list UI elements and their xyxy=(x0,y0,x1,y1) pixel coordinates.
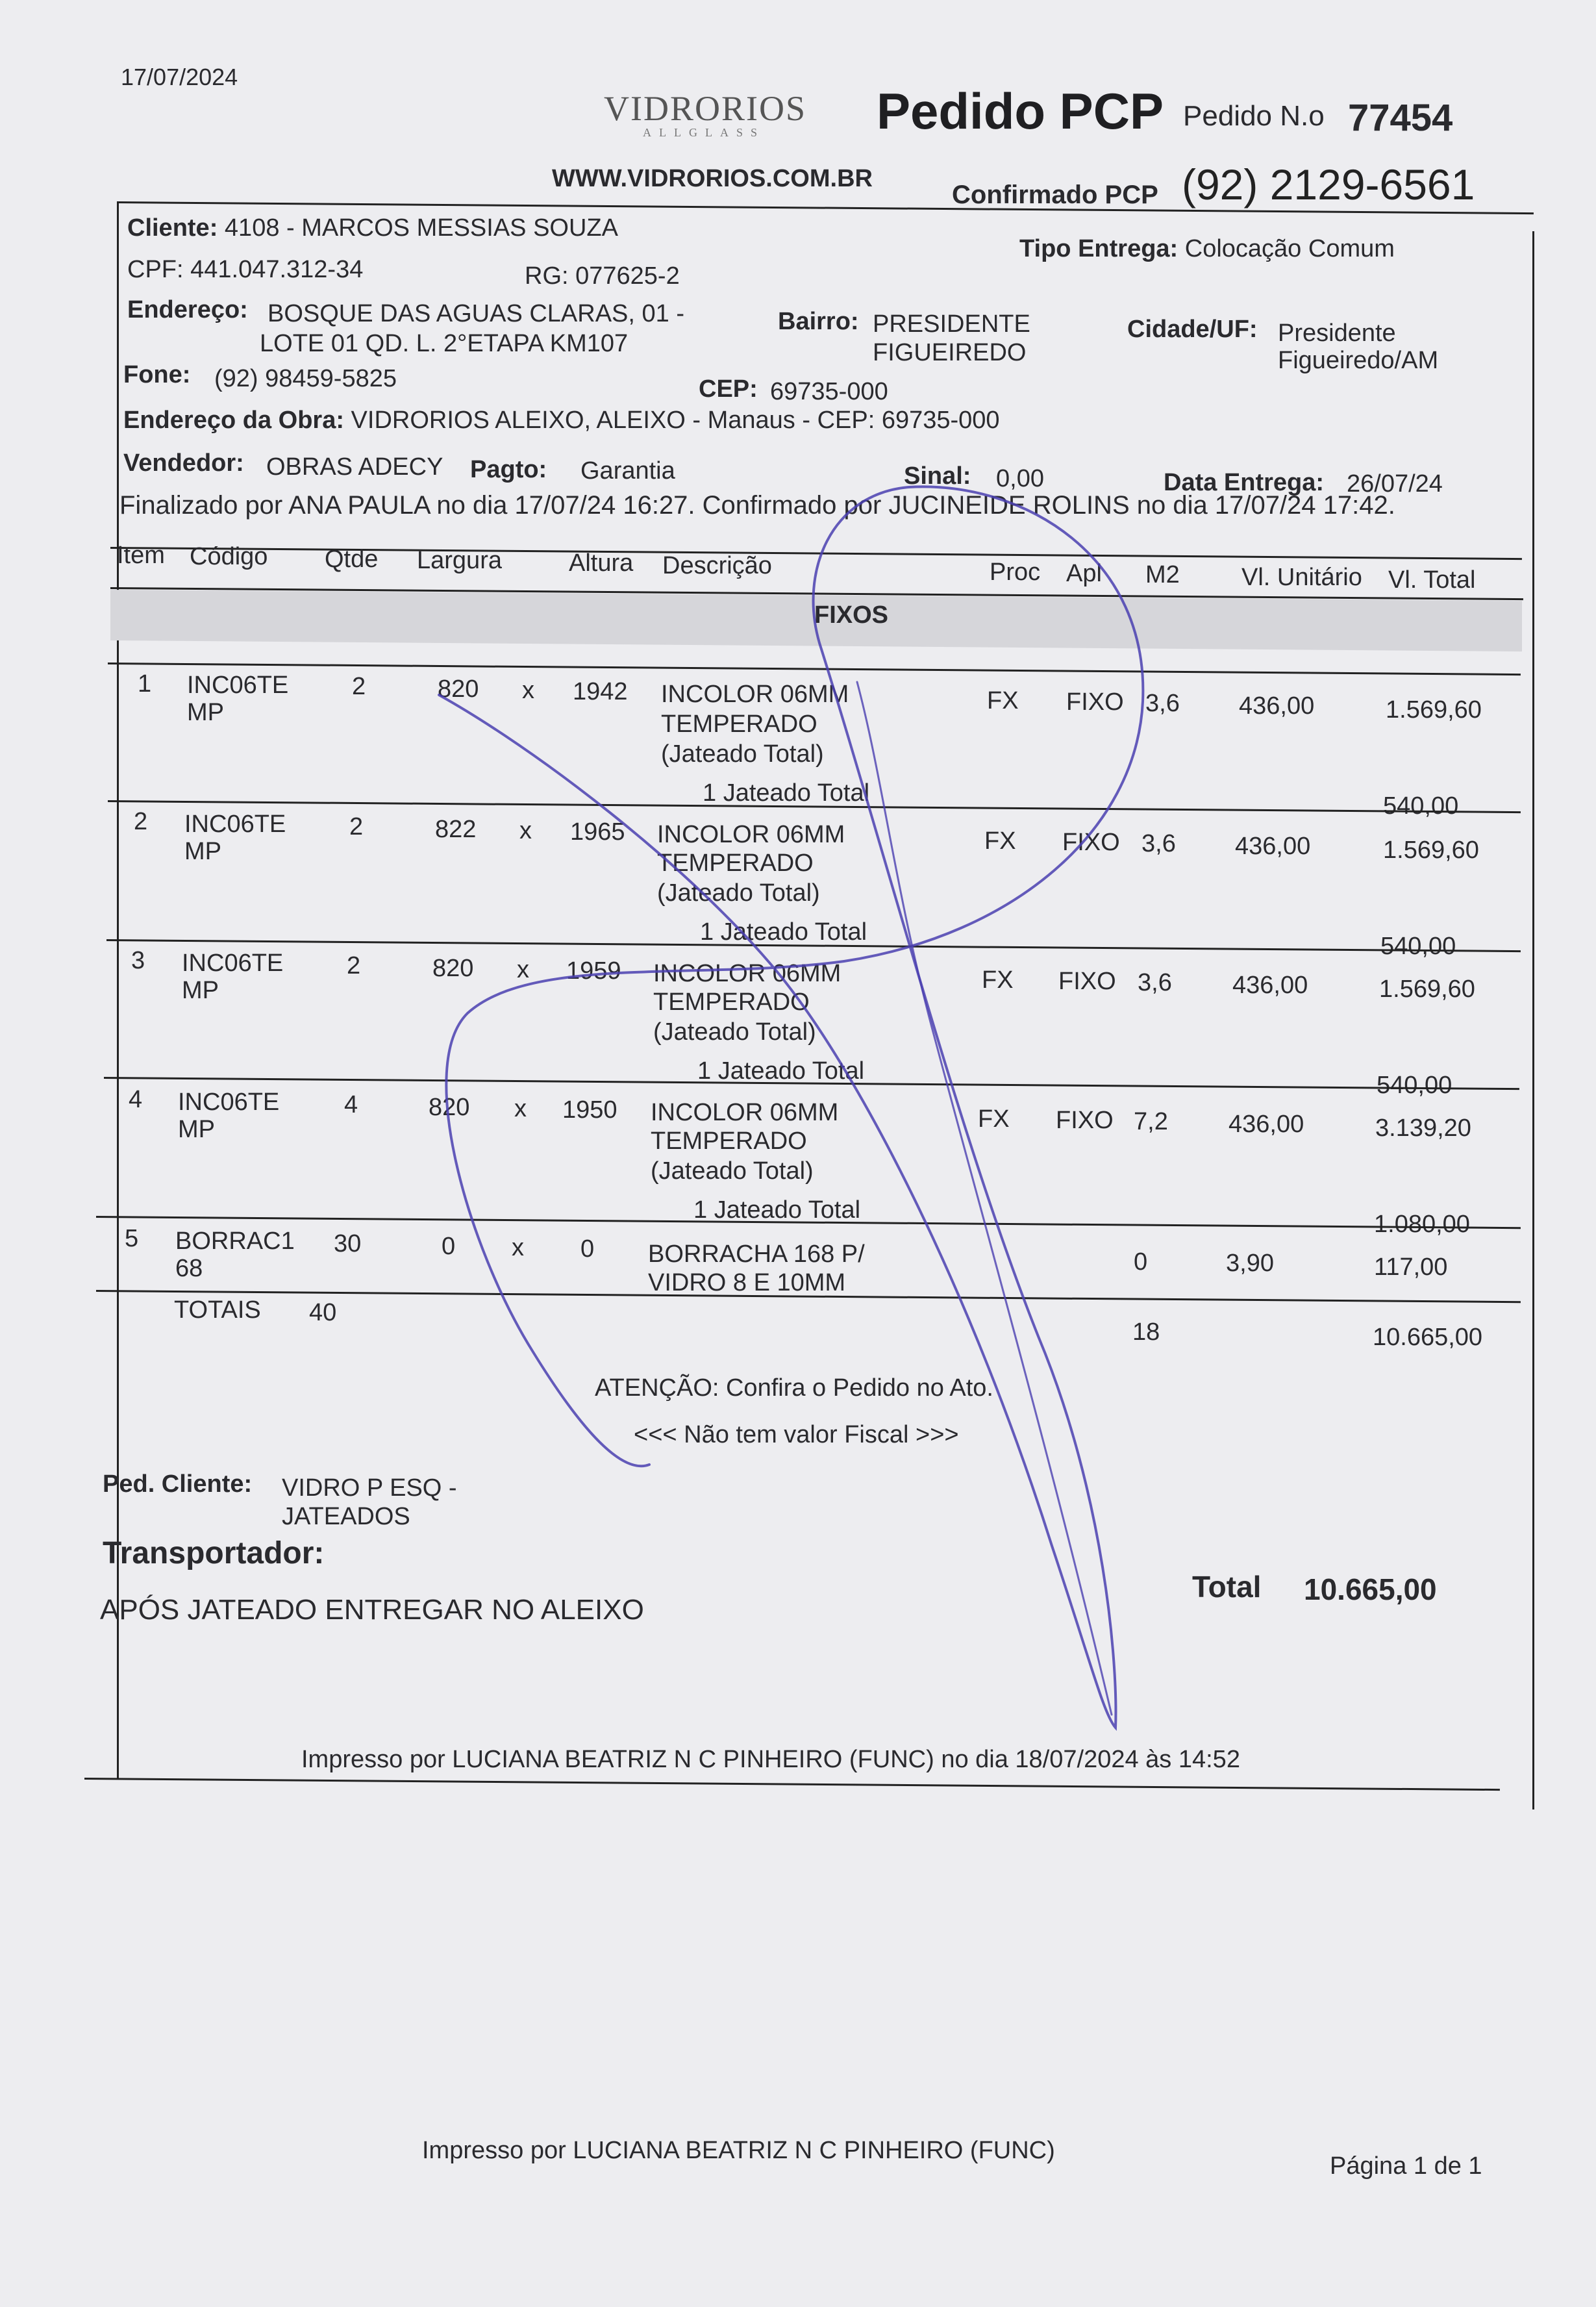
cell-apl: FIXO xyxy=(1066,688,1124,716)
cliente-label: Cliente: xyxy=(127,214,218,242)
tipo-entrega-value: Colocação Comum xyxy=(1184,235,1395,262)
status-text: Confirmado PCP xyxy=(952,181,1158,209)
th-vl-total: Vl. Total xyxy=(1388,566,1476,594)
cell-item: 1 xyxy=(138,670,152,698)
cell-total: 1.569,60 xyxy=(1386,696,1482,724)
cell-desc-3: (Jateado Total) xyxy=(651,1157,814,1185)
cell-apl: FIXO xyxy=(1056,1107,1114,1134)
cell-apl: FIXO xyxy=(1058,968,1116,995)
delivery-note: APÓS JATEADO ENTREGAR NO ALEIXO xyxy=(100,1594,644,1626)
tipo-entrega-label: Tipo Entrega: xyxy=(1019,235,1178,262)
cell-desc-2: TEMPERADO xyxy=(653,989,810,1016)
fone-value: (92) 98459-5825 xyxy=(214,365,397,392)
table-header-top xyxy=(110,547,1522,560)
fone-label: Fone: xyxy=(123,361,191,388)
vidrorios-logo: VIDRORIOS xyxy=(604,89,807,128)
sinal-value: 0,00 xyxy=(996,465,1044,492)
th-apl: Apl xyxy=(1066,560,1102,587)
cell-proc: FX xyxy=(984,827,1016,855)
cell-x: x xyxy=(517,956,529,983)
cell-x: x xyxy=(519,817,532,844)
data-entrega-value: 26/07/24 xyxy=(1347,470,1443,498)
cell-codigo-1: INC06TE xyxy=(182,950,284,977)
cell-desc-2: TEMPERADO xyxy=(661,711,817,738)
cell-qtde: 2 xyxy=(347,952,361,979)
cell-proc: FX xyxy=(987,687,1019,714)
cell-desc-1: INCOLOR 06MM xyxy=(661,681,849,708)
cell-desc-2: TEMPERADO xyxy=(657,850,814,877)
company-phone: (92) 2129-6561 xyxy=(1182,160,1475,208)
bairro-line1: PRESIDENTE xyxy=(873,310,1030,338)
cep-label: CEP: xyxy=(699,375,758,403)
ped-cliente-line-1: VIDRO P ESQ - xyxy=(282,1474,457,1502)
rg: RG: 077625-2 xyxy=(525,262,680,290)
notice-line-2: <<< Não tem valor Fiscal >>> xyxy=(634,1421,959,1448)
th-largura: Largura xyxy=(417,547,502,574)
cell-x: x xyxy=(522,677,534,704)
cell-desc-3: (Jateado Total) xyxy=(653,1018,816,1046)
cell-altura: 1959 xyxy=(566,957,621,985)
th-qtde: Qtde xyxy=(325,546,379,573)
cell-sub-total: 1.080,00 xyxy=(1374,1211,1470,1238)
cell-codigo-2: 68 xyxy=(175,1255,203,1282)
cell-proc: FX xyxy=(982,966,1014,994)
ped-cliente-line-2: JATEADOS xyxy=(282,1503,410,1530)
cell-qtde: 4 xyxy=(344,1091,358,1118)
th-codigo: Código xyxy=(190,543,268,570)
endereco-label: Endereço: xyxy=(127,296,248,323)
cell-altura: 1942 xyxy=(573,678,628,705)
print-date: 17/07/2024 xyxy=(121,64,238,90)
th-altura: Altura xyxy=(569,549,634,577)
order-number: 77454 xyxy=(1348,97,1453,139)
ped-cliente-label: Ped. Cliente: xyxy=(103,1470,253,1498)
th-descricao: Descrição xyxy=(662,552,772,579)
cell-x: x xyxy=(512,1234,524,1261)
cell-sub-total: 540,00 xyxy=(1383,792,1459,820)
cell-altura: 0 xyxy=(580,1235,595,1263)
th-vl-unitario: Vl. Unitário xyxy=(1241,564,1362,591)
cell-desc-1: INCOLOR 06MM xyxy=(657,821,845,848)
totals-m2: 18 xyxy=(1132,1318,1160,1346)
cell-sub-desc: 1 Jateado Total xyxy=(700,918,867,946)
page-number: Página 1 de 1 xyxy=(1330,2152,1482,2180)
sinal-label: Sinal: xyxy=(904,462,971,490)
tipo-entrega-row xyxy=(1019,235,1395,263)
cell-desc-2: TEMPERADO xyxy=(651,1128,807,1155)
cell-qtde: 2 xyxy=(349,813,364,840)
obra-row xyxy=(123,407,1000,435)
cell-desc-1: BORRACHA 168 P/ xyxy=(648,1241,865,1268)
cidade-line1: Presidente xyxy=(1278,320,1396,347)
obra-value: VIDRORIOS ALEIXO, ALEIXO - Manaus - CEP: 69735-000 xyxy=(351,407,1000,434)
cell-codigo-1: INC06TE xyxy=(184,811,286,838)
th-item: Item xyxy=(117,542,165,569)
data-entrega-label: Data Entrega: xyxy=(1164,469,1325,496)
cell-qtde: 2 xyxy=(352,673,366,700)
row-1-top-rule xyxy=(108,662,1521,675)
cell-codigo-1: INC06TE xyxy=(187,672,289,699)
th-proc: Proc xyxy=(990,559,1041,586)
cell-unit: 436,00 xyxy=(1239,692,1315,720)
cell-unit: 436,00 xyxy=(1235,833,1311,860)
cell-largura: 0 xyxy=(442,1233,456,1260)
transportador-label: Transportador: xyxy=(103,1536,325,1570)
notice-line-1: ATENÇÃO: Confira o Pedido no Ato. xyxy=(595,1374,993,1402)
cep-value: 69735-000 xyxy=(770,378,888,405)
order-label: Pedido N.o xyxy=(1183,100,1325,132)
cell-altura: 1965 xyxy=(570,818,625,846)
printed-by-inner: Impresso por LUCIANA BEATRIZ N C PINHEIRO (FUNC) no dia 18/07/2024 às 14:52 xyxy=(301,1746,1240,1773)
logo-subtitle: ALLGLASS xyxy=(643,126,766,139)
cell-x: x xyxy=(514,1095,527,1122)
cell-total: 1.569,60 xyxy=(1379,976,1475,1003)
cell-sub-total: 540,00 xyxy=(1380,933,1456,960)
group-title: FIXOS xyxy=(814,601,889,629)
endereco-line2: LOTE 01 QD. L. 2°ETAPA KM107 xyxy=(260,330,629,357)
total-value: 10.665,00 xyxy=(1304,1572,1437,1606)
totals-qtde: 40 xyxy=(309,1299,337,1326)
frame-bottom xyxy=(84,1778,1500,1791)
cidade-label: Cidade/UF: xyxy=(1127,316,1258,343)
total-label: Total xyxy=(1192,1570,1262,1604)
cell-unit: 436,00 xyxy=(1228,1111,1304,1138)
cell-total: 1.569,60 xyxy=(1383,837,1479,864)
cell-altura: 1950 xyxy=(562,1096,617,1124)
printed-by-footer: Impresso por LUCIANA BEATRIZ N C PINHEIRO (FUNC) xyxy=(422,2137,1055,2164)
cell-item: 5 xyxy=(125,1225,139,1252)
cell-largura: 822 xyxy=(435,816,477,843)
pagto-value: Garantia xyxy=(580,457,675,485)
endereco-line1: BOSQUE DAS AGUAS CLARAS, 01 - xyxy=(268,300,684,327)
cell-unit: 3,90 xyxy=(1226,1250,1274,1277)
cell-desc-3: (Jateado Total) xyxy=(661,740,824,768)
cell-m2: 3,6 xyxy=(1145,690,1180,717)
cell-desc-2: VIDRO 8 E 10MM xyxy=(648,1269,846,1296)
cell-m2: 7,2 xyxy=(1134,1108,1168,1135)
cell-total: 117,00 xyxy=(1374,1254,1448,1281)
cliente-row xyxy=(127,214,618,242)
vendedor-value: OBRAS ADECY xyxy=(266,453,443,481)
totals-value: 10.665,00 xyxy=(1373,1324,1483,1351)
cell-m2: 0 xyxy=(1134,1248,1148,1276)
cidade-line2: Figueiredo/AM xyxy=(1278,347,1439,374)
bairro-line2: FIGUEIREDO xyxy=(873,339,1027,366)
cell-desc-3: (Jateado Total) xyxy=(657,879,820,907)
website: WWW.VIDRORIOS.COM.BR xyxy=(552,165,873,192)
cell-largura: 820 xyxy=(429,1094,470,1121)
cell-m2: 3,6 xyxy=(1141,830,1176,857)
obra-label: Endereço da Obra: xyxy=(123,407,344,434)
cell-proc: FX xyxy=(978,1105,1010,1133)
cell-codigo-2: MP xyxy=(182,977,219,1004)
cell-qtde: 30 xyxy=(334,1230,362,1257)
cell-codigo-2: MP xyxy=(178,1116,215,1143)
cell-codigo-1: INC06TE xyxy=(178,1089,280,1116)
cell-largura: 820 xyxy=(438,675,479,703)
cell-sub-total: 540,00 xyxy=(1377,1072,1453,1099)
cell-sub-desc: 1 Jateado Total xyxy=(693,1196,861,1224)
cell-item: 2 xyxy=(134,808,148,835)
cell-sub-desc: 1 Jateado Total xyxy=(703,779,870,807)
page-title: Pedido PCP xyxy=(877,82,1164,140)
vendedor-label: Vendedor: xyxy=(123,449,244,477)
cell-item: 4 xyxy=(129,1086,143,1113)
cell-codigo-2: MP xyxy=(184,838,221,865)
cell-unit: 436,00 xyxy=(1232,972,1308,999)
cell-desc-1: INCOLOR 06MM xyxy=(651,1099,839,1126)
cell-apl: FIXO xyxy=(1062,829,1120,856)
cpf: CPF: 441.047.312-34 xyxy=(127,256,364,283)
frame-right xyxy=(1532,231,1534,1809)
cliente-value: 4108 - MARCOS MESSIAS SOUZA xyxy=(224,214,618,242)
th-m2: M2 xyxy=(1145,561,1180,588)
cell-sub-desc: 1 Jateado Total xyxy=(697,1057,865,1085)
cell-total: 3.139,20 xyxy=(1375,1115,1471,1142)
cell-largura: 820 xyxy=(432,955,474,982)
finalizado-note: Finalizado por ANA PAULA no dia 17/07/24 16:27. Confirmado por JUCINEIDE ROLINS no dia 17/07/24 17:42. xyxy=(119,491,1395,520)
cell-m2: 3,6 xyxy=(1138,969,1172,996)
pagto-label: Pagto: xyxy=(470,456,547,483)
cell-codigo-1: BORRAC1 xyxy=(175,1228,295,1255)
cell-item: 3 xyxy=(131,947,145,974)
cell-desc-1: INCOLOR 06MM xyxy=(653,960,842,987)
bairro-label: Bairro: xyxy=(778,308,859,335)
cell-codigo-2: MP xyxy=(187,699,224,726)
totals-label: TOTAIS xyxy=(174,1296,261,1324)
